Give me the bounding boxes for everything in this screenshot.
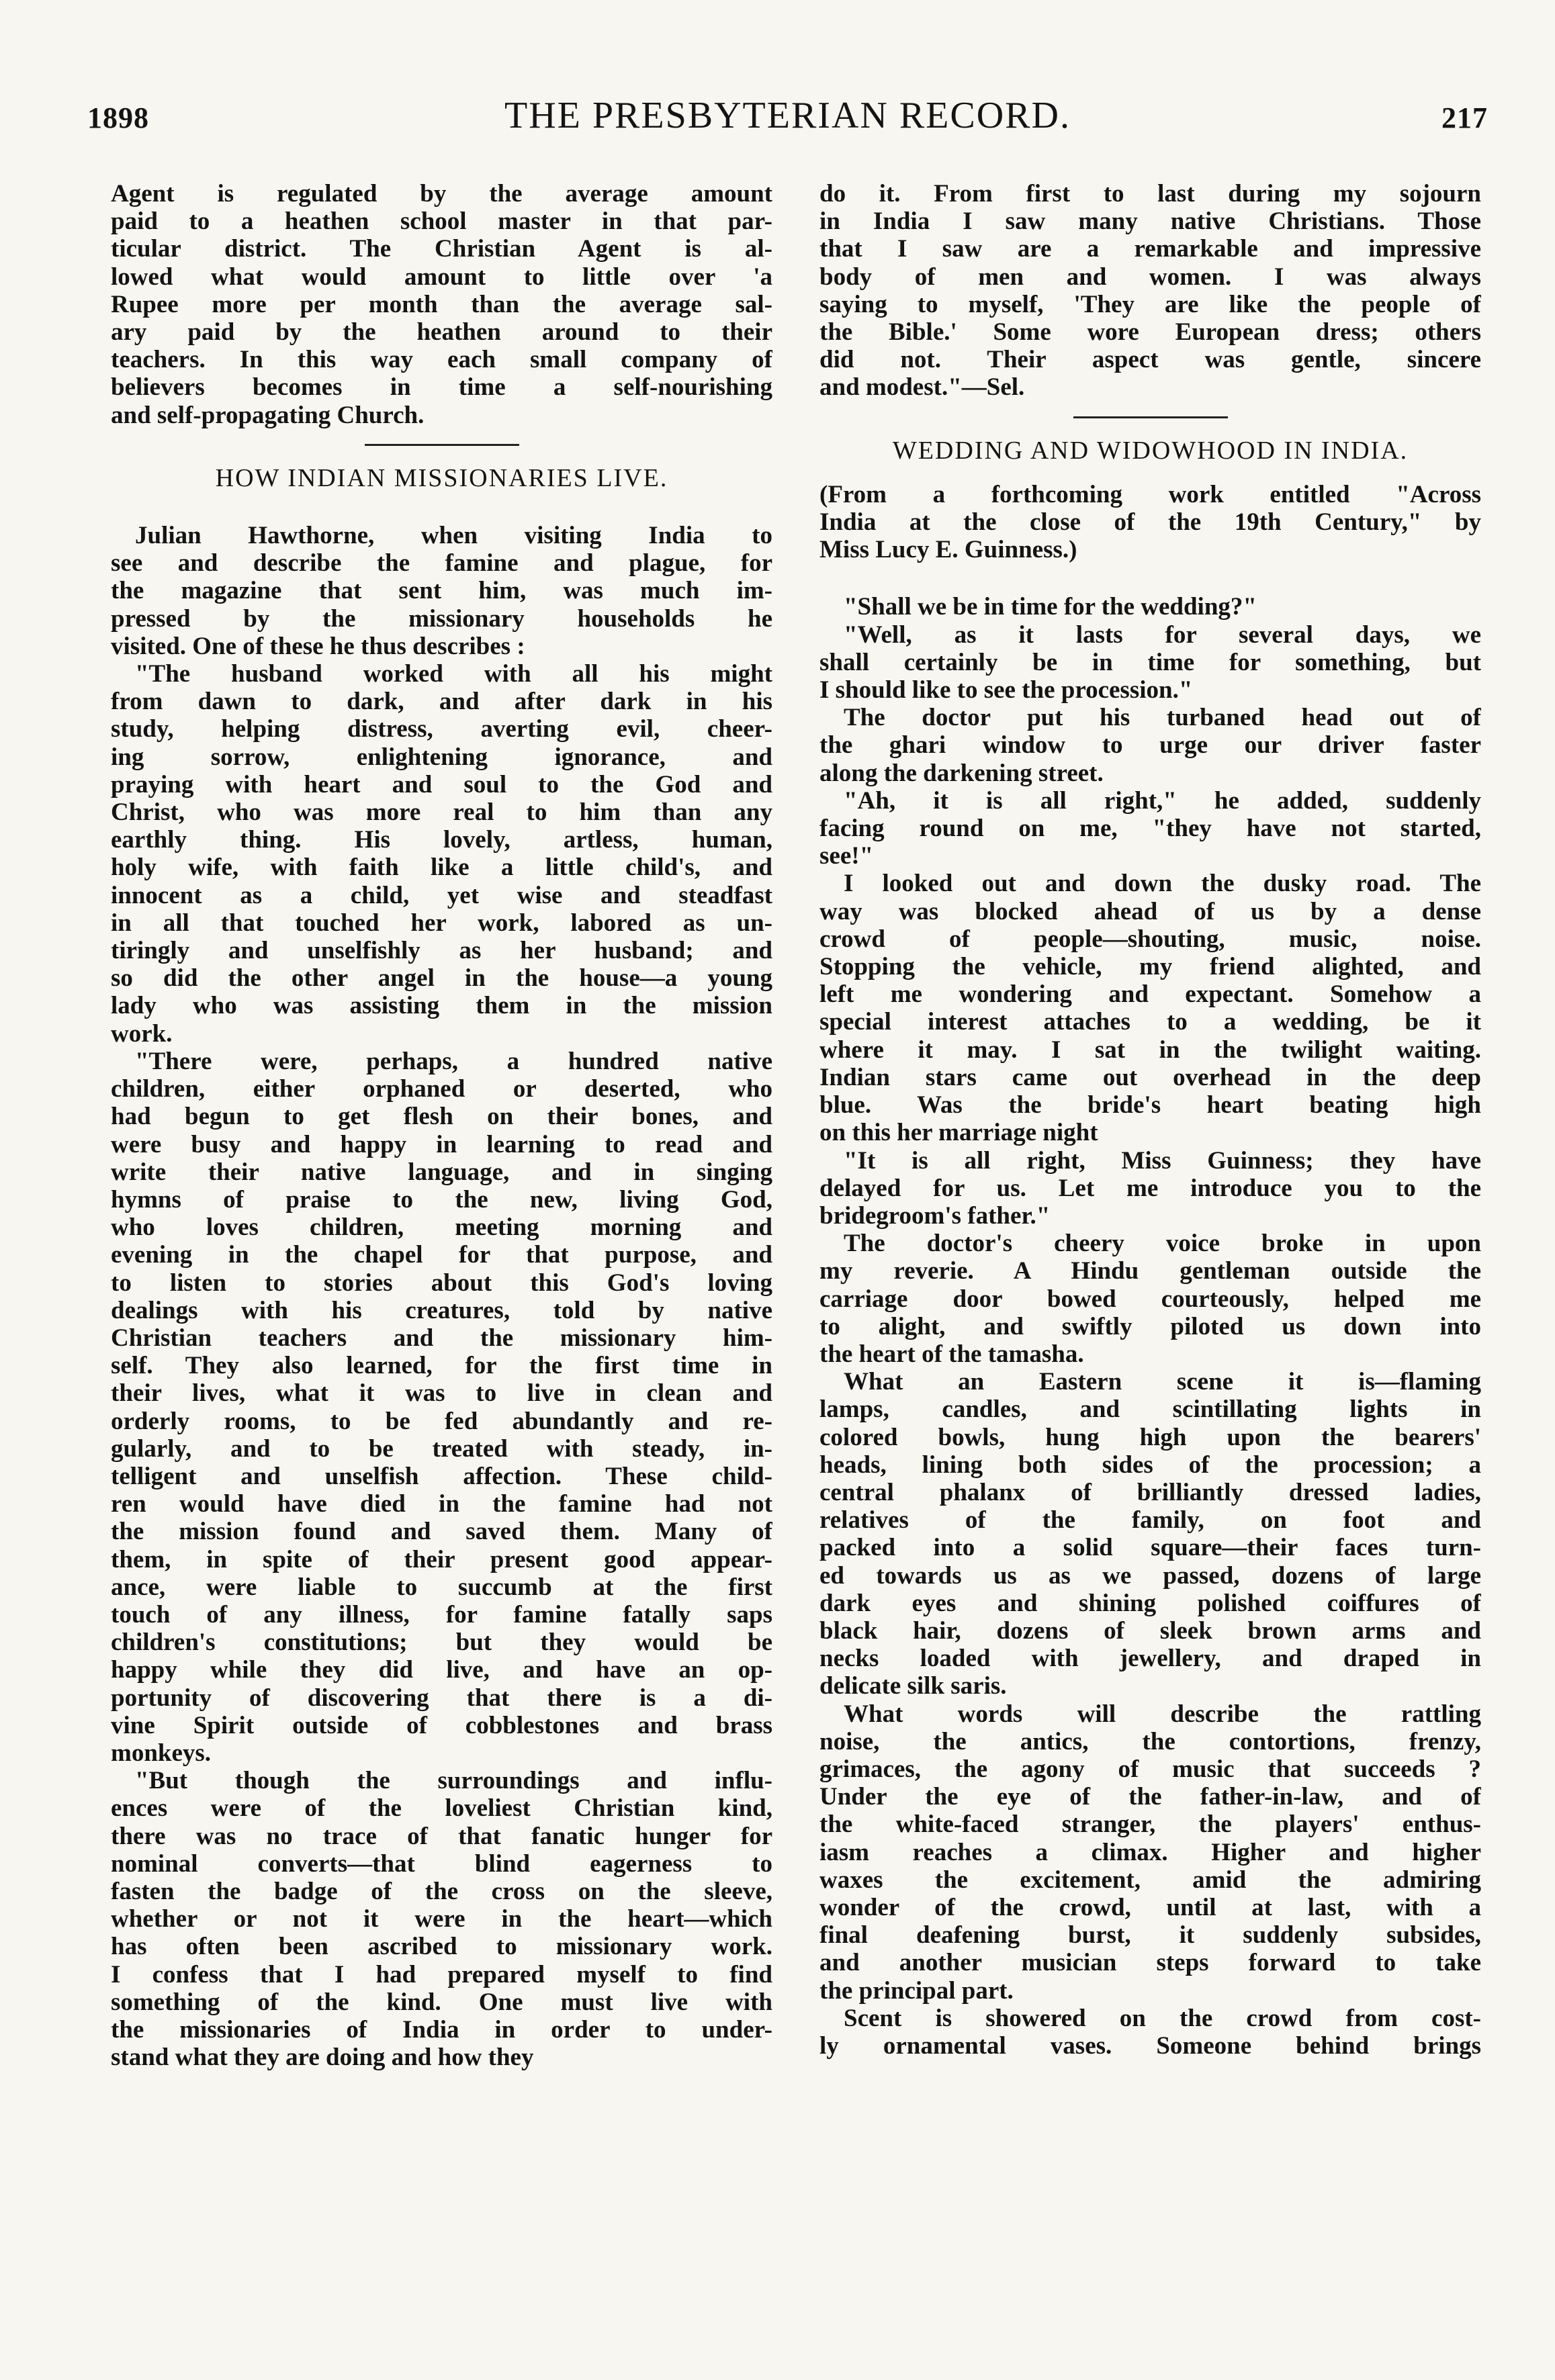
text-line: heads, lining both sides of the procession; a xyxy=(819,1451,1481,1479)
text-line: lamps, candles, and scintillating lights in xyxy=(819,1395,1481,1424)
text-line: Indian stars came out overhead in the deep xyxy=(819,1063,1481,1091)
text-line: study, helping distress, averting evil, cheer- xyxy=(111,715,772,743)
text-line: delayed for us. Let me introduce you to the xyxy=(819,1174,1481,1202)
article-intro xyxy=(819,481,1481,564)
text-line: telligent and unselfish affection. These child- xyxy=(111,1462,772,1490)
text-line: body of men and women. I was always xyxy=(819,263,1481,291)
text-line: dark eyes and shining polished coiffures of xyxy=(819,1589,1481,1617)
text-line: monkeys. xyxy=(111,1739,212,1767)
text-line: central phalanx of brilliantly dressed ladies, xyxy=(819,1478,1481,1506)
text-line: and modest."—Sel. xyxy=(819,373,1025,402)
text-line: ticular district. The Christian Agent is al- xyxy=(111,235,772,263)
text-line: and another musician steps forward to take xyxy=(819,1949,1481,1977)
section-heading: HOW INDIAN MISSIONARIES LIVE. xyxy=(215,464,668,492)
text-line: India at the close of the 19th Century," by xyxy=(819,508,1481,537)
text-line: ences were of the loveliest Christian kind, xyxy=(111,1794,772,1823)
text-line: special interest attaches to a wedding, be it xyxy=(819,1008,1481,1036)
text-line: were busy and happy in learning to read and xyxy=(111,1130,772,1158)
text-line: from dawn to dark, and after dark in his xyxy=(111,688,772,716)
text-line: (From a forthcoming work entitled "Across xyxy=(819,480,1481,508)
text-line: I confess that I had prepared myself to find xyxy=(111,1960,772,1988)
text-line: children, either orphaned or deserted, who xyxy=(111,1075,772,1103)
page-number: 217 xyxy=(1441,101,1488,134)
text-line: dealings with his creatures, told by native xyxy=(111,1296,772,1324)
text-line: in all that touched her work, labored as un- xyxy=(111,909,772,937)
text-line: along the darkening street. xyxy=(819,759,1104,787)
text-line: What words will describe the rattling xyxy=(844,1700,1481,1728)
text-line: Stopping the vehicle, my friend alighted, and xyxy=(819,953,1481,981)
text-line: the magazine that sent him, was much im- xyxy=(111,577,772,605)
text-line: noise, the antics, the contortions, frenzy, xyxy=(819,1727,1481,1755)
text-line: carriage door bowed courteously, helped me xyxy=(819,1285,1481,1313)
text-line: ance, were liable to succumb at the first xyxy=(111,1573,772,1601)
text-line: their lives, what it was to live in clean and xyxy=(111,1379,772,1408)
running-header xyxy=(87,94,1488,154)
journal-title: THE PRESBYTERIAN RECORD. xyxy=(504,95,1071,136)
text-line: evening in the chapel for that purpose, and xyxy=(111,1241,772,1269)
text-line: holy wife, with faith like a little child's, and xyxy=(111,854,772,882)
text-line: teachers. In this way each small company of xyxy=(111,346,772,374)
text-line: them, in spite of their present good appear- xyxy=(111,1545,772,1573)
text-line: nominal converts—that blind eagerness to xyxy=(111,1849,772,1878)
text-line: "Well, as it lasts for several days, we xyxy=(844,621,1481,649)
section-rule xyxy=(365,444,519,446)
text-line: the Bible.' Some wore European dress; others xyxy=(819,318,1481,347)
text-line: there was no trace of that fanatic hunger for xyxy=(111,1822,772,1850)
text-line: who loves children, meeting morning and xyxy=(111,1214,772,1242)
text-line: had begun to get flesh on their bones, and xyxy=(111,1103,772,1131)
text-line: left me wondering and expectant. Somehow a xyxy=(819,980,1481,1009)
text-line: on this her marriage night xyxy=(819,1119,1098,1147)
text-line: waxes the excitement, amid the admiring xyxy=(819,1866,1481,1894)
text-line: earthly thing. His lovely, artless, human, xyxy=(111,826,772,854)
text-line: I should like to see the procession." xyxy=(819,676,1193,704)
text-line: tiringly and unselfishly as her husband; and xyxy=(111,937,772,965)
text-line: way was blocked ahead of us by a dense xyxy=(819,897,1481,925)
text-line: ren would have died in the famine had not xyxy=(111,1490,772,1518)
text-line: Agent is regulated by the average amount xyxy=(111,180,772,208)
text-line: crowd of people—shouting, music, noise. xyxy=(819,925,1481,953)
text-line: facing round on me, "they have not started, xyxy=(819,815,1481,843)
text-line: lowed what would amount to little over 'a xyxy=(111,263,772,291)
text-line: lady who was assisting them in the mission xyxy=(111,992,772,1020)
text-line: praying with heart and soul to the God and xyxy=(111,770,772,798)
text-line: my reverie. A Hindu gentleman outside the xyxy=(819,1257,1481,1285)
text-line: relatives of the family, on foot and xyxy=(819,1506,1481,1535)
text-line: The doctor's cheery voice broke in upon xyxy=(844,1230,1481,1258)
text-line: did not. Their aspect was gentle, sincere xyxy=(819,346,1481,374)
text-line: see!" xyxy=(819,842,874,870)
left-paragraphs-a xyxy=(111,180,772,429)
text-line: something of the kind. One must live with xyxy=(111,1988,772,2016)
text-line: Christian teachers and the missionary him- xyxy=(111,1324,772,1352)
text-line: whether or not it were in the heart—which xyxy=(111,1905,772,1933)
text-line: shall certainly be in time for something, but xyxy=(819,648,1481,676)
text-line: the missionaries of India in order to under- xyxy=(111,2016,772,2044)
text-line: where it may. I sat in the twilight waiting. xyxy=(819,1036,1481,1064)
text-line: to listen to stories about this God's loving xyxy=(111,1269,772,1297)
left-paragraphs-b xyxy=(111,522,772,2071)
text-line: happy while they did live, and have an op- xyxy=(111,1656,772,1684)
text-line: fasten the badge of the cross on the sleeve, xyxy=(111,1877,772,1905)
text-line: "Ah, it is all right," he added, suddenly xyxy=(844,786,1481,815)
text-line: ary paid by the heathen around to their xyxy=(111,318,772,347)
text-line: has often been ascribed to missionary work. xyxy=(111,1933,772,1961)
text-line: see and describe the famine and plague, for xyxy=(111,549,772,578)
text-line: blue. Was the bride's heart beating high xyxy=(819,1091,1481,1119)
text-line: grimaces, the agony of music that succeeds ? xyxy=(819,1755,1481,1783)
text-line: black hair, dozens of sleek brown arms and xyxy=(819,1616,1481,1645)
text-line: orderly rooms, to be fed abundantly and re- xyxy=(111,1407,772,1435)
text-line: Miss Lucy E. Guinness.) xyxy=(819,536,1077,564)
text-line: innocent as a child, yet wise and steadfast xyxy=(111,881,772,909)
section-rule xyxy=(1073,416,1228,418)
text-line: ly ornamental vases. Someone behind brings xyxy=(819,2032,1481,2060)
text-line: "But though the surroundings and influ- xyxy=(135,1767,772,1795)
text-line: Under the eye of the father-in-law, and of xyxy=(819,1783,1481,1811)
text-line: ed towards us as we passed, dozens of large xyxy=(819,1561,1481,1590)
text-line: the white-faced stranger, the players' enthus- xyxy=(819,1811,1481,1839)
text-line: What an Eastern scene it is—flaming xyxy=(844,1368,1481,1396)
text-line: Julian Hawthorne, when visiting India to xyxy=(135,522,772,550)
text-line: saying to myself, 'They are like the people of xyxy=(819,290,1481,318)
text-line: stand what they are doing and how they xyxy=(111,2044,534,2072)
text-line: "There were, perhaps, a hundred native xyxy=(135,1047,772,1075)
text-line: do it. From first to last during my sojourn xyxy=(819,180,1481,208)
text-line: the heart of the tamasha. xyxy=(819,1340,1084,1368)
text-line: delicate silk saris. xyxy=(819,1672,1007,1700)
text-line: packed into a solid square—their faces turn- xyxy=(819,1534,1481,1562)
text-line: final deafening burst, it suddenly subsides, xyxy=(819,1921,1481,1950)
text-line: vine Spirit outside of cobblestones and brass xyxy=(111,1711,772,1739)
text-line: wonder of the crowd, until at last, with a xyxy=(819,1893,1481,1921)
text-line: Scent is showered on the crowd from cost- xyxy=(844,2004,1481,2032)
text-line: so did the other angel in the house—a young xyxy=(111,964,772,993)
text-line: work. xyxy=(111,1019,173,1048)
left-column xyxy=(111,180,772,2071)
section-heading: WEDDING AND WIDOWHOOD IN INDIA. xyxy=(892,437,1409,465)
text-line: children's constitutions; but they would be xyxy=(111,1629,772,1657)
text-line: self. They also learned, for the first time in xyxy=(111,1352,772,1380)
text-line: necks loaded with jewellery, and draped in xyxy=(819,1645,1481,1673)
text-line: the ghari window to urge our driver faster xyxy=(819,731,1481,760)
text-line: pressed by the missionary households he xyxy=(111,604,772,633)
text-line: the principal part. xyxy=(819,1976,1014,2005)
right-paragraphs-b xyxy=(819,593,1481,2060)
text-line: that I saw are a remarkable and impressive xyxy=(819,235,1481,263)
text-line: to alight, and swiftly piloted us down into xyxy=(819,1312,1481,1340)
text-line: "Shall we be in time for the wedding?" xyxy=(844,593,1257,621)
text-line: visited. One of these he thus describes : xyxy=(111,632,525,660)
text-line: in India I saw many native Christians. Those xyxy=(819,208,1481,236)
text-line: and self-propagating Church. xyxy=(111,401,425,429)
text-line: I looked out and down the dusky road. The xyxy=(844,870,1481,898)
text-line: paid to a heathen school master in that par- xyxy=(111,208,772,236)
text-line: Christ, who was more real to him than any xyxy=(111,798,772,827)
text-line: the mission found and saved them. Many of xyxy=(111,1518,772,1546)
text-line: touch of any illness, for famine fatally saps xyxy=(111,1600,772,1629)
right-column xyxy=(819,180,1481,2060)
text-line: "It is all right, Miss Guinness; they have xyxy=(844,1146,1481,1175)
text-line: write their native language, and in singing xyxy=(111,1158,772,1186)
text-line: The doctor put his turbaned head out of xyxy=(844,704,1481,732)
text-line: Rupee more per month than the average sal- xyxy=(111,290,772,318)
text-line: hymns of praise to the new, living God, xyxy=(111,1185,772,1214)
year: 1898 xyxy=(87,101,149,134)
text-line: believers becomes in time a self-nourishing xyxy=(111,373,772,402)
text-line: iasm reaches a climax. Higher and higher xyxy=(819,1838,1481,1866)
text-line: gularly, and to be treated with steady, in- xyxy=(111,1434,772,1463)
text-line: ing sorrow, enlightening ignorance, and xyxy=(111,743,772,771)
text-line: portunity of discovering that there is a di- xyxy=(111,1684,772,1712)
text-line: "The husband worked with all his might xyxy=(135,660,772,688)
text-line: colored bowls, hung high upon the bearers' xyxy=(819,1423,1481,1451)
text-line: bridegroom's father." xyxy=(819,1201,1051,1230)
right-paragraphs-a xyxy=(819,180,1481,402)
